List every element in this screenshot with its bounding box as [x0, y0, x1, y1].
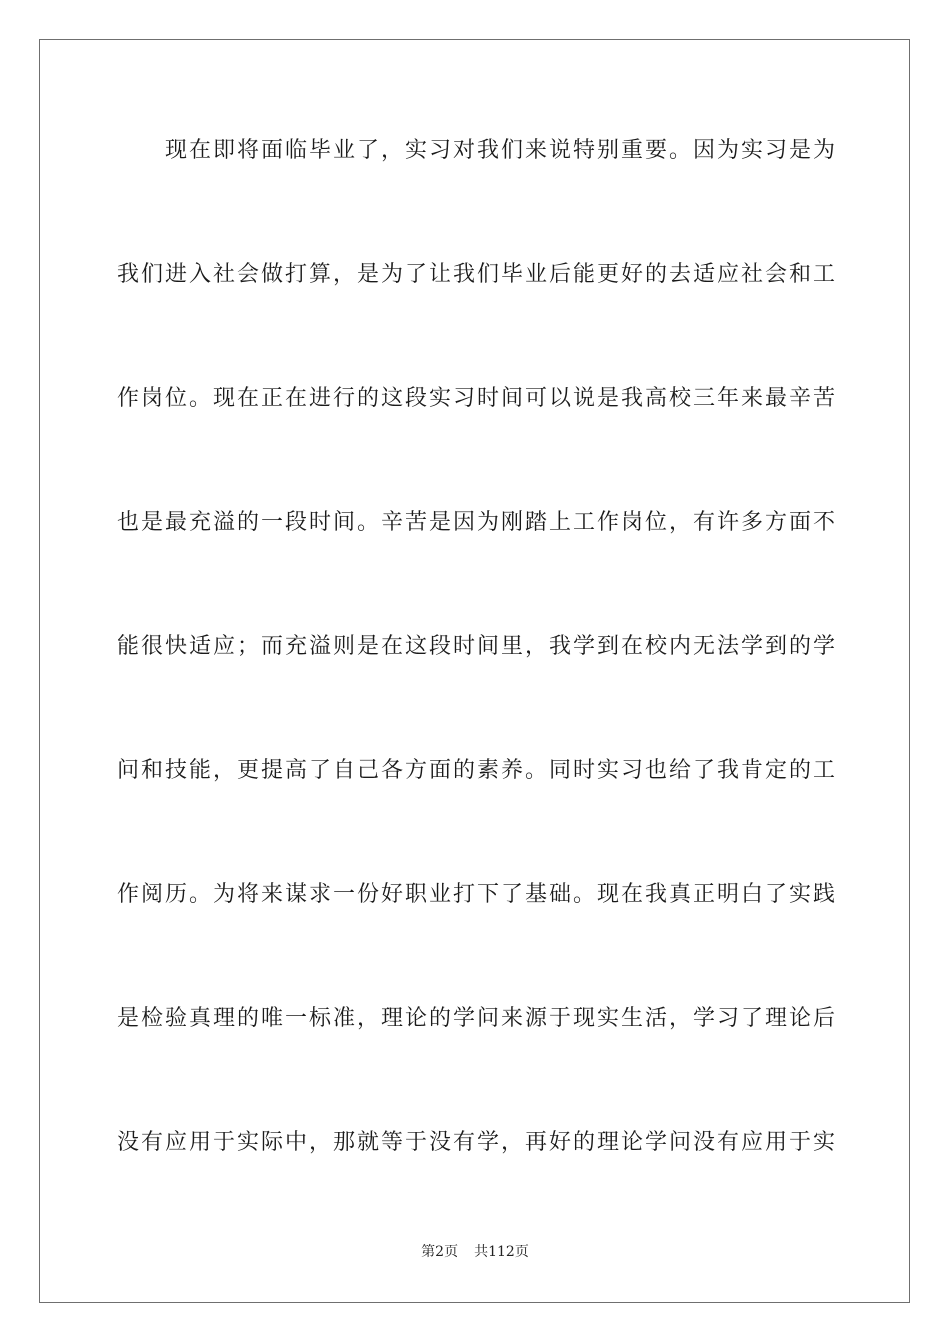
- paragraph-line: 问和技能，更提高了自己各方面的素养。同时实习也给了我肯定的工: [117, 758, 835, 783]
- page-number: 第2页: [421, 1244, 459, 1260]
- paragraph-line: 现在即将面临毕业了，实习对我们来说特别重要。因为实习是为: [165, 138, 835, 163]
- paragraph-line: 没有应用于实际中，那就等于没有学，再好的理论学问没有应用于实: [117, 1130, 835, 1155]
- total-pages: 共112页: [474, 1244, 529, 1260]
- paragraph-line: 是检验真理的唯一标准，理论的学问来源于现实生活，学习了理论后: [117, 1006, 835, 1031]
- page-footer: [0, 1242, 950, 1262]
- paragraph-line: 作阅历。为将来谋求一份好职业打下了基础。现在我真正明白了实践: [117, 882, 835, 907]
- paragraph-line: 作岗位。现在正在进行的这段实习时间可以说是我高校三年来最辛苦: [117, 386, 835, 411]
- paragraph-line: 也是最充溢的一段时间。辛苦是因为刚踏上工作岗位，有许多方面不: [117, 510, 835, 535]
- paragraph-line: 能很快适应；而充溢则是在这段时间里，我学到在校内无法学到的学: [117, 634, 835, 659]
- paragraph-line: 我们进入社会做打算，是为了让我们毕业后能更好的去适应社会和工: [117, 262, 835, 287]
- page-border: [39, 39, 910, 1303]
